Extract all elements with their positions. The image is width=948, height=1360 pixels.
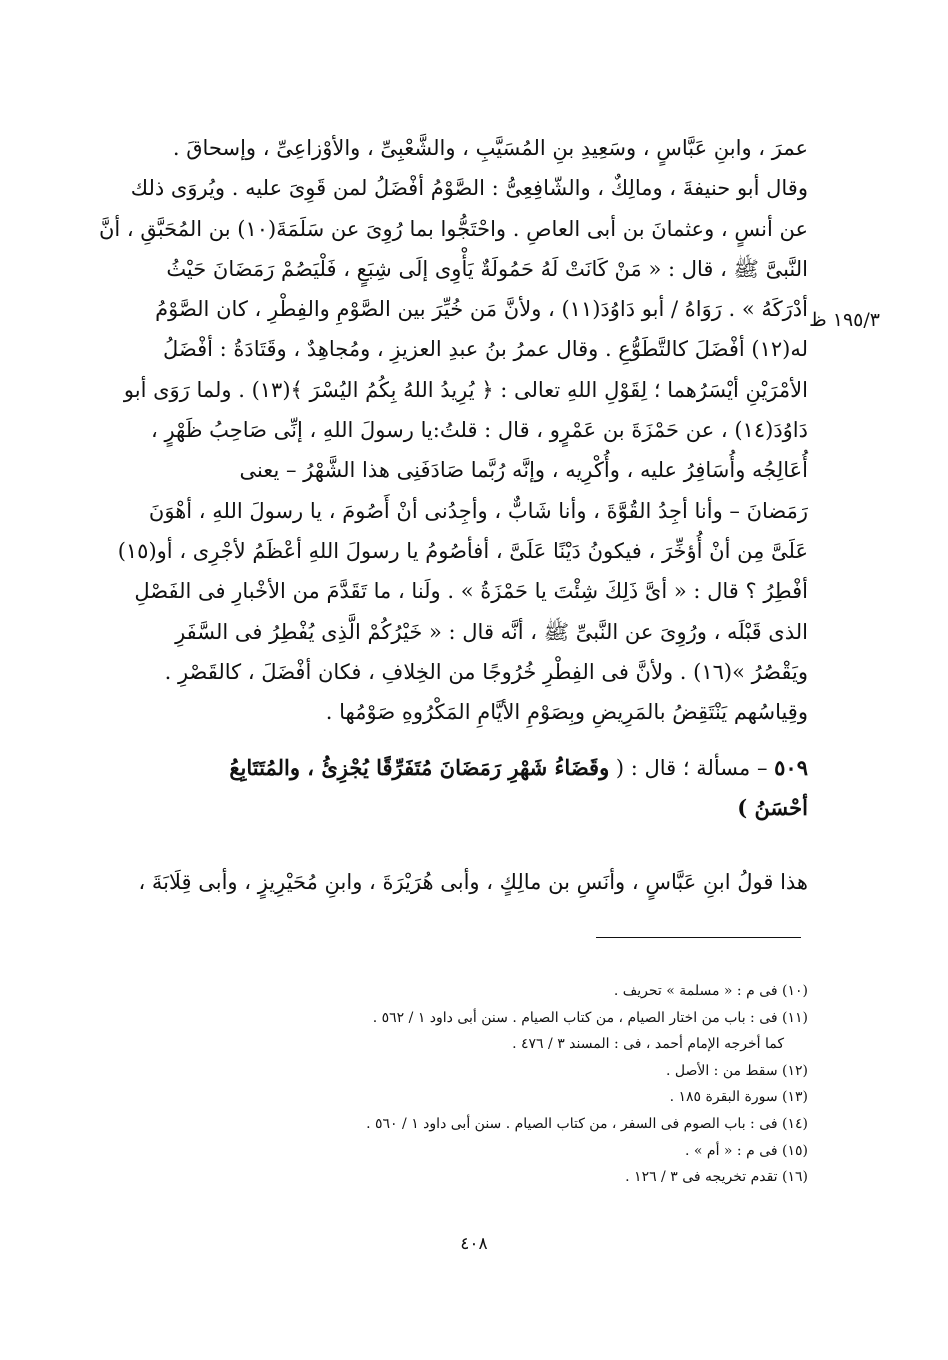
footnote: (١٦) تقدم تخريجه فى ٣ / ١٢٦ .	[625, 1169, 808, 1186]
text-line: وقِياسُهم يَنْتَقِضُ بالمَرِيضِ وبِصَوْمِ الأيَّامِ المَكْرُوهِ صَوْمُها .	[325, 700, 808, 725]
footnote: (١٥) فى م : « أم » .	[684, 1142, 808, 1159]
text-line: الأمْرَيْنِ أيْسَرُهما ؛ لِقَوْلِ اللهِ تعالى : ﴿ يُرِيدُ اللهُ بِكُمُ اليُسْرَ ﴾(١٣) . ولما رَوَى أبو	[123, 377, 808, 402]
text-line: أدْرَكَهُ » . رَوَاهُ / أبو دَاوُدَ(١١) ، ولأنَّ مَن خُيِّرَ بين الصَّوْمِ والفِطْرِ ، كان الصَّوْمُ	[155, 297, 808, 322]
text-line: النَّبىَّ ﷺ ، قال : « مَنْ كَانَتْ لَهُ حَمُولَةٌ يَأْوِى إلَى شِبَعٍ ، فَلْيَصُمْ رَمَضَانَ حَيْثُ	[166, 256, 808, 281]
footnote-continuation: كما أخرجه الإمام أحمد ، فى : المسند ٣ / ٤٧٦ .	[512, 1036, 784, 1053]
footnote-separator	[596, 937, 801, 938]
text-line: رَمَضانَ – وأنا أجِدُ القُوَّةَ ، وأنا شَابٌّ ، وأجِدُنى أنْ أَصُومَ ، يا رسولَ اللهِ ، أهْوَنَ	[148, 498, 808, 523]
text-line: عَلَىَّ مِن أنْ أُؤخِّرَ ، فيكونُ دَيْنًا عَلَىَّ ، أفأصُومُ يا رسولَ اللهِ أعْظَمُ لأجْرِى ، أو(١٥)	[117, 538, 808, 563]
issue-heading	[128, 748, 808, 829]
issue-number: ٥٠٩	[774, 755, 808, 780]
issue-heading-line-1	[128, 748, 808, 788]
main-text-block	[98, 128, 808, 732]
text-line: أفْطِرُ ؟ قال : « أىَّ ذَلِكَ شِئْتَ يا حَمْزَةُ » . ولَنا ، ما تَقَدَّمَ من الأخْبارِ فى الفَصْلِ	[134, 579, 808, 604]
footnotes	[200, 978, 808, 1191]
text-line: وقال أبو حنيفةَ ، ومالِكٌ ، والشّافِعِىُّ : الصَّوْمُ أفْضَلُ لمن قَوِىَ عليه . ويُروَى ذلك	[130, 176, 808, 201]
footnote: (١٢) سقط من : الأصل .	[665, 1062, 808, 1079]
footnote: (١٤) فى : باب الصوم فى السفر ، من كتاب الصيام . سنن أبى داود ١ / ٥٦٠ .	[366, 1115, 808, 1132]
text-line: هذا قولُ ابنِ عَبَّاسٍ ، وأنَسِ بن مالِكٍ ، وأبى هُرَيْرَةَ ، وابنِ مُحَيْرِيزٍ ، وأبى قِلَابَةَ ،	[138, 870, 808, 894]
footnote: (١٣) سورة البقرة ١٨٥ .	[669, 1089, 808, 1106]
commentary-block	[128, 862, 808, 902]
text-line: الذى قَبْلَه ، ورُوِىَ عن النَّبىِّ ﷺ ، أنَّه قال : « خَيْرُكُمْ الَّذِى يُفْطِرُ فى السَّفَرِ	[175, 619, 808, 644]
text-line: ويَقْصُرُ »(١٦) . ولأنَّ فى الفِطْرِ خُرُوجًا من الخِلافِ ، فكان أفْضَلَ ، كالقَصْرِ .	[164, 659, 808, 684]
text-line: أُعَالِجُه وأُسَافِرُ عليه ، وأُكْرِيه ، وإنَّه رُبَّما صَادَفَنِى هذا الشَّهْرُ – يعنى	[239, 458, 808, 483]
text-line: عن أنسٍ ، وعثمانَ بن أبى العاصِ . واحْتَجُّوا بما رُوِىَ عن سَلَمَةَ(١٠) بن المُحَبَّقِ ، أنَّ	[98, 216, 808, 241]
text-line: له(١٢) أفْضَلَ كالتَّطَوُّعِ . وقال عمرُ بنُ عبدِ العزيزِ ، ومُجاهِدٌ ، وقَتَادَةُ : أفْضَلُ	[163, 337, 808, 362]
footnote: (١٠) فى م : « مسلمة » تحريف .	[613, 983, 808, 999]
text-line: دَاوُدَ(١٤) ، عن حَمْزَةَ بن عَمْرٍو ، قال : قلتُ:يا رسولَ اللهِ ، إنِّى صَاحِبُ ظَهْرٍ ،	[151, 418, 808, 443]
page-number: ٤٠٨	[460, 1234, 488, 1254]
issue-statement-line-2: أحْسَنُ )	[737, 795, 808, 821]
issue-prefix: – مسألة ؛ قال : (	[615, 756, 768, 780]
manuscript-folio-note: ١٩٥/٣ ظ	[809, 309, 880, 331]
text-line: عمرَ ، وابنِ عَبَّاسٍ ، وسَعِيدِ بنِ المُسَيَّبِ ، والشَّعْبِىِّ ، والأوْزاعِىِّ ، وإسحاقَ .	[172, 136, 808, 160]
footnote: (١١) فى : باب من اختار الصيام ، من كتاب الصيام . سنن أبى داود ١ / ٥٦٢ .	[372, 1009, 808, 1026]
issue-statement: وقَضَاءُ شَهْرِ رَمَضَانَ مُتَفَرِّقًا يُجْزِئُ ، والمُتَتَابِعُ	[229, 755, 610, 780]
